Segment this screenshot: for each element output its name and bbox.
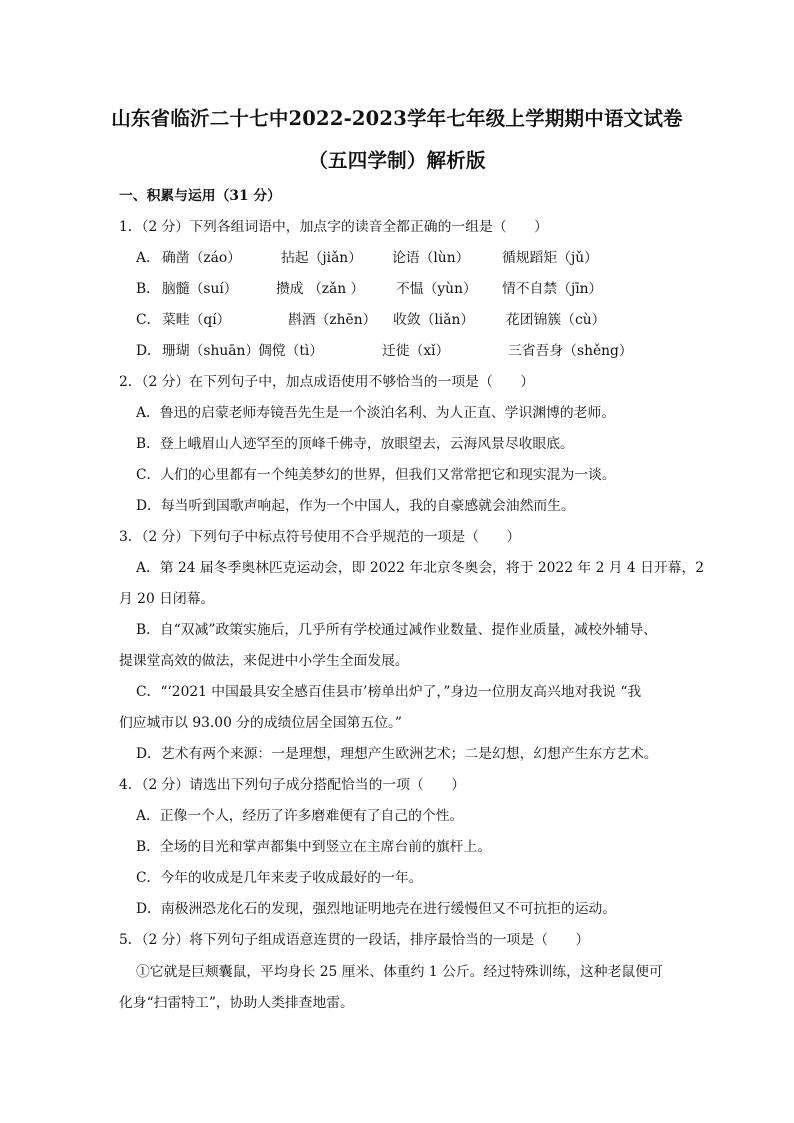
option-word: 三省吾身（shěng） (508, 343, 633, 359)
option-word: 情不自禁（jīn） (502, 281, 603, 297)
question-2-option-b: B．登上峨眉山人迹罕至的顶峰千佛寺，放眼望去，云海风景尽收眼底。 (136, 436, 574, 452)
question-5-sentence-1: ①它就是巨颊囊鼠，平均身长 25 厘米、体重约 1 公斤。经过特殊训练，这种老鼠便可 (136, 964, 663, 980)
question-2-option-d: D．每当听到国歌声响起，作为一个中国人，我的自豪感就会油然而生。 (136, 498, 575, 514)
question-4-option-b: B．全场的目光和掌声都集中到竖立在主席台前的旗杆上。 (136, 839, 492, 855)
option-word: 拈起（jiǎn） (281, 250, 362, 266)
question-3-option-d: D．艺术有两个来源：一是理想，理想产生欧洲艺术；二是幻想，幻想产生东方艺术。 (136, 746, 658, 762)
option-word: 论语（lùn） (392, 250, 470, 266)
question-3-option-b-continued: 提课堂高效的做法，来促进中小学生全面发展。 (119, 653, 409, 669)
option-word: 确凿（záo） (162, 250, 241, 266)
question-4-option-c: C．今年的收成是几年来麦子收成最好的一年。 (136, 870, 423, 886)
section-heading: 一、积累与运用（31 分） (119, 188, 281, 204)
question-1-stem: 1．（2 分）下列各组词语中，加点字的读音全都正确的一组是（ ） (119, 219, 548, 235)
option-word: 脑髓（suí） (162, 281, 238, 297)
question-3-option-a-continued: 月 20 日闭幕。 (119, 591, 215, 607)
document-subtitle: （五四学制）解析版 (308, 149, 486, 172)
option-word: 迁徙（xǐ） (382, 343, 450, 359)
question-3-option-a: A．第 24 届冬季奥林匹克运动会，即 2022 年北京冬奥会，将于 2022 年 2 月 4 日开幕，2 (136, 560, 705, 576)
question-4-option-d: D．南极洲恐龙化石的发现，强烈地证明地壳在进行缓慢但又不可抗拒的运动。 (136, 901, 617, 917)
question-3-option-b: B．自“双减”政策实施后，几乎所有学校通过减作业数量、提作业质量，减校外辅导、 (136, 622, 657, 638)
option-label: A． (136, 250, 160, 266)
document-title: 山东省临沂二十七中2022-2023学年七年级上学期期中语文试卷 (111, 107, 683, 130)
question-3-option-c-continued: 们应城市以 93.00 分的成绩位居全国第五位。” (119, 715, 402, 731)
question-5-sentence-1-continued: 化身“扫雷特工”，协助人类排查地雷。 (119, 995, 354, 1011)
option-label: B． (136, 281, 160, 297)
question-4-stem: 4．（2 分）请选出下列句子成分搭配恰当的一项（ ） (119, 777, 466, 793)
option-word: 不愠（yùn） (396, 281, 477, 297)
question-2-option-c: C．人们的心里都有一个纯美梦幻的世界，但我们又常常把它和现实混为一谈。 (136, 467, 616, 483)
question-2-stem: 2．（2 分）在下列句子中，加点成语使用不够恰当的一项是（ ） (119, 374, 535, 390)
option-word: 倜傥（tì） (258, 343, 324, 359)
option-word: 菜畦（qí） (162, 312, 231, 328)
option-word: 收敛（liǎn） (393, 312, 475, 328)
question-2-option-a: A．鲁迅的启蒙老师寿镜吾先生是一个淡泊名利、为人正直、学识渊博的老师。 (136, 405, 616, 421)
option-word: 循规蹈矩（jǔ） (502, 250, 598, 266)
question-3-stem: 3．（2 分）下列句子中标点符号使用不合乎规范的一项是（ ） (119, 529, 521, 545)
question-5-stem: 5．（2 分）将下列句子组成语意连贯的一段话，排序最恰当的一项是（ ） (119, 932, 590, 948)
option-word: 斟酒（zhēn） (288, 312, 377, 328)
question-3-option-c: C．“‘2021 中国最具安全感百佳县市’榜单出炉了，”身边一位朋友高兴地对我说 “我 (136, 684, 642, 700)
option-word: 攒成 （zǎn ） (276, 281, 365, 297)
question-4-option-a: A．正像一个人，经历了许多磨难便有了自己的个性。 (136, 808, 464, 824)
option-label: C． (136, 312, 161, 328)
option-word: 珊瑚（shuān） (162, 343, 260, 359)
option-label: D． (136, 343, 161, 359)
option-word: 花团锦簇（cù） (506, 312, 606, 328)
